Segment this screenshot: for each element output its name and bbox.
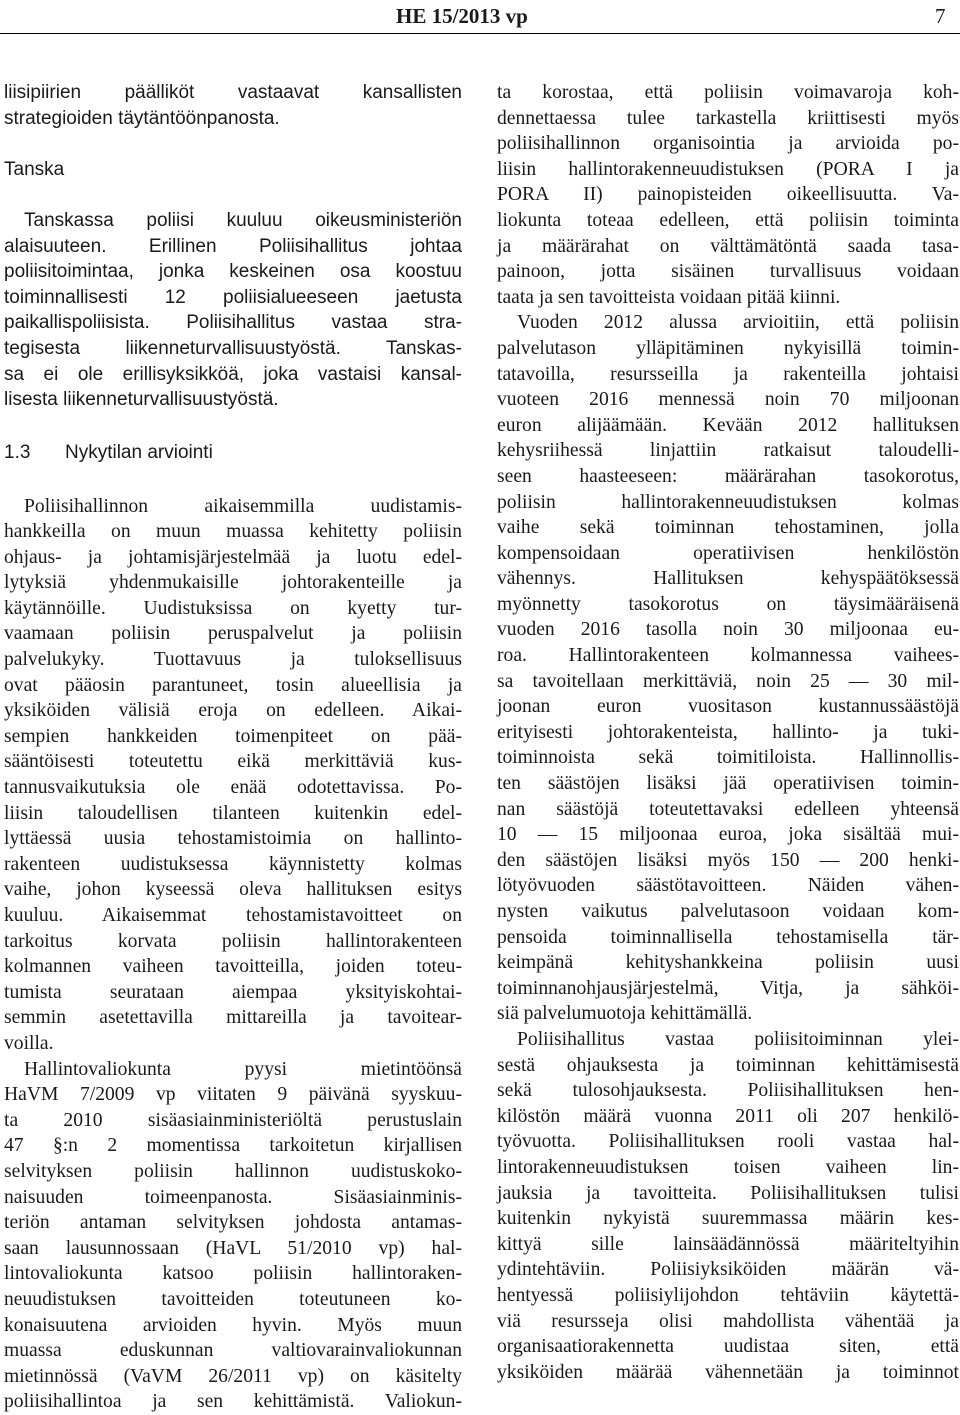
text-line: ta korostaa, että poliisin voimavaroja koh- [497,82,959,103]
text-line: Poliisihallitus vastaa poliisitoiminnan ylei- [517,1028,959,1050]
text-line: ohjaus- ja johtamisjärjestelmää ja luotu edel- [4,546,462,568]
text-line: 10 — 15 miljoonaa euroa, joka sisältää mui- [497,824,959,846]
text-line: siä palvelumuotoja kehittämällä. [497,1003,753,1025]
text-line: sekä tulosohjauksesta. Poliisihallituksen hen- [497,1080,959,1102]
text-line: myönnetty tasokorotus on täysimääräisenä [497,593,959,615]
text-line: neuudistuksen tavoitteiden toteutuneen ko- [4,1288,462,1310]
text-line: poliisihallintoa ja sen kehittämistä. Valiokun- [4,1391,462,1413]
text-line: poliisihallinnon organisointia ja arvioida po- [497,133,959,155]
text-line: strategioiden täytäntöönpanosta. [4,107,280,129]
text-line: lintovaliokunta katsoo poliisin hallintoraken- [4,1263,462,1285]
text-line: poliisitoimintaa, jonka keskeinen osa koostuu [4,261,462,283]
text-line: poliisin hallintorakenneuudistuksen kolmas [497,491,959,513]
text-line: keimpänä kehityshankkeina poliisin uusi [497,952,959,974]
page-number: 7 [935,4,946,28]
text-line: ten säästöjen lisäksi jää operatiivisen toimin- [497,773,959,795]
text-line: selvityksen poliisin hallinnon uudistuskoko- [4,1160,462,1182]
text-line: yksiköiden välisiä eroja on edelleen. Aikai- [4,700,462,722]
text-line: tegisesta liikenneturvallisuustyöstä. Tanskas- [4,337,462,359]
text-line: paikallispoliisista. Poliisihallitus vastaa stra- [4,312,462,334]
text-line: toiminnanohjausjärjestelmä, Vitja, ja sähköi- [497,977,959,999]
text-line: ja määrärahat on välttämätöntä saada tasa- [497,235,959,257]
text-line: euron alijäämään. Kevään 2012 hallituksen [497,414,959,436]
text-line: Vuoden 2012 alussa arvioitiin, että poliisin [517,312,959,334]
text-line: Poliisihallinnon aikaisemmilla uudistamis- [24,495,462,517]
text-line: kilöstön määrä vuonna 2011 oli 207 henkilö- [497,1105,959,1127]
text-line: kompensoidaan operatiivisen henkilöstön [497,542,959,564]
text-line: teriön antaman selvityksen johdosta antamas- [4,1212,462,1234]
text-line: palvelutason ylläpitäminen nykyisillä toimin- [497,337,959,359]
text-line: tarkoitus korvata poliisin hallintorakenteen [4,930,462,952]
text-line: taata ja sen tavoitteista voidaan pitää kiinni. [497,286,841,308]
intro-paragraph [4,80,462,131]
text-line: kolmannen vaiheen tavoitteilla, joiden toteu- [4,956,462,978]
police-board-paragraph [497,1027,959,1385]
text-line: dennettaessa tulee tarkastella kriittisesti myös [497,107,959,129]
text-line: vaamaan poliisin peruspalvelut ja poliisin [4,623,462,645]
text-line: joonan euron vuositason kustannussäästöjä [497,696,959,718]
text-line: seen haasteeseen: määrärahan tasokorotus, [497,465,959,487]
text-line: toiminnallisesti 12 poliisialueeseen jaetusta [4,286,462,308]
text-line: sääntöisesti toteutettu eikä merkittäviä kus- [4,751,462,773]
text-line: käytännöille. Uudistuksissa on kyetty tur- [4,597,462,619]
text-line: lytyksiä yhdenmukaisille johtorakenteille ja [4,572,462,594]
text-line: vuoden 2016 tasolla noin 30 miljoonaa eu- [497,619,959,641]
text-line: vuoteen 2016 mennessä noin 70 miljoonan [497,389,959,411]
text-line: kittyä sille lainsäädännössä määriteltyihin [497,1233,959,1255]
text-line: kehysriihessä linjattiin ratkaisut taloudelli- [497,440,959,462]
text-line: sempien hankkeiden toimenpiteet on pää- [4,725,462,747]
header-rule [0,33,960,34]
right-column [497,80,959,1385]
text-line: ta 2010 sisäasiainministeriöltä perustuslain [4,1109,462,1131]
document-id: HE 15/2013 vp [396,4,528,28]
text-line: nan säästöjä toteutettavaksi edelleen yhteensä [497,798,959,820]
text-line: lintorakenneuudistuksen toisen vaiheen lin- [497,1156,959,1178]
text-line: lyttäessä uusia tehostamistoimia on hallinto- [4,828,462,850]
text-line: sestä ohjauksesta ja toiminnan kehittämisestä [497,1054,959,1076]
text-line: pensoida toiminnallisella tehostamisella tär- [497,926,959,948]
text-line: vähennys. Hallituksen kehyspäätöksessä [497,568,959,590]
text-line: naisuuden toimeenpanosta. Sisäasiainminis- [4,1186,462,1208]
text-line: kuitenkin nykyistä suuremmassa määrin kes- [497,1208,959,1230]
text-line: painoon, jotta sisäinen turvallisuus voidaan [497,261,959,283]
text-line: sa ei ole erillisyksikköä, joka vastaisi kansal- [4,363,462,385]
section-number: 1.3 [4,442,31,464]
budget-paragraph [497,310,959,1027]
text-line: sa tavoitellaan merkittäviä, noin 25 — 30 mil- [497,670,959,692]
text-line: 47 §:n 2 momentissa tarkoitetun kirjallisen [4,1135,462,1157]
text-line: nysten vaikutus palvelutasoon voidaan kom- [497,901,959,922]
text-line: Hallintovaliokunta pyysi mietintöönsä [24,1058,462,1080]
text-line: palvelukyky. Tuottavuus ja tuloksellisuus [4,649,462,671]
text-line: voilla. [4,1032,54,1054]
text-line: tumista seurataan aiempaa yksityiskohtai- [4,981,462,1003]
text-line: den säästöjen lisäksi myös 150 — 200 henki- [497,849,959,871]
text-line: roa. Hallintorakenteen kolmannessa vaihees- [497,645,959,667]
text-line: yksiköiden määrää vähennetään ja toiminnot [497,1361,959,1383]
page-header [0,0,960,34]
text-line: tatavoilla, resursseilla ja rakenteilla johtaisi [497,363,959,385]
text-line: erityisesti johtorakenteista, hallinto- ja tuki- [497,721,959,743]
text-line: toiminnoista sekä toimitiloista. Hallinnollis- [497,747,959,769]
left-column [4,80,462,1415]
text-line: organisaatiorakennetta uudistaa siten, että [497,1336,959,1358]
text-line: hankkeilla on muun muassa kehitetty poliisin [4,521,462,543]
committee-paragraph [4,1057,462,1415]
text-line: alaisuuteen. Erillinen Poliisihallitus johtaa [4,235,462,257]
text-line: liisipiirien päälliköt vastaavat kansallisten [4,82,462,103]
text-line: vaihe, johon kyseessä oleva hallituksen esitys [4,879,462,901]
text-line: ovat pääosin parantuneet, tosin alueellisia ja [4,674,462,696]
text-line: mietinnössä (VaVM 26/2011 vp) on käsitelty [4,1365,462,1387]
text-line: muassa eduskunnan valtiovarainvaliokunnan [4,1340,462,1362]
text-line: saan lausunnossaan (HaVL 51/2010 vp) hal- [4,1237,462,1259]
text-line: Tanskassa poliisi kuuluu oikeusministeriön [24,209,462,231]
text-line: viä resursseja olisi mahdollista vähentää ja [497,1310,959,1332]
text-line: PORA II) painopisteiden oikeellisuutta. Va- [497,184,959,206]
text-line: liisin taloudellisen tilanteen kuitenkin edel- [4,802,462,824]
text-line: kuuluu. Aikaisemmat tehostamistavoitteet on [4,905,462,926]
country-heading: Tanska [4,158,65,180]
text-line: konaisuutena arvioiden hyvin. Myös muun [4,1314,462,1336]
text-line: HaVM 7/2009 vp viitaten 9 päivänä syyskuu- [4,1084,462,1106]
denmark-paragraph [4,208,462,413]
text-line: lisesta liikenneturvallisuustyöstä. [4,389,279,411]
text-line: hentyessä poliisiylijohdon tehtäviin käytettä- [497,1284,959,1306]
text-line: semmin asetettavilla mittareilla ja tavoitear- [4,1007,462,1029]
section-title: Nykytilan arviointi [64,442,213,464]
text-line: liokunta toteaa edelleen, että poliisin toiminta [497,209,959,231]
text-line: liisin hallintorakenneuudistuksen (PORA I ja [497,158,959,180]
continued-paragraph [497,80,959,310]
text-line: työvuotta. Poliisihallituksen rooli vastaa hal- [497,1131,959,1153]
text-line: tannusvaikutuksia ole enää odotettavissa. Po- [4,777,462,799]
assessment-paragraph [4,494,462,1057]
text-line: ydintehtäviin. Poliisiyksiköiden määrän vä- [497,1259,959,1281]
text-line: lötyövuoden säästötavoitteen. Näiden vähen- [497,875,959,897]
text-line: rakenteen uudistuksessa käynnistetty kolmas [4,853,462,875]
text-line: vaihe sekä toiminnan tehostaminen, jolla [497,517,959,539]
text-line: jauksia ja tavoitteita. Poliisihallituksen tulisi [497,1182,959,1204]
section-heading [4,440,462,466]
